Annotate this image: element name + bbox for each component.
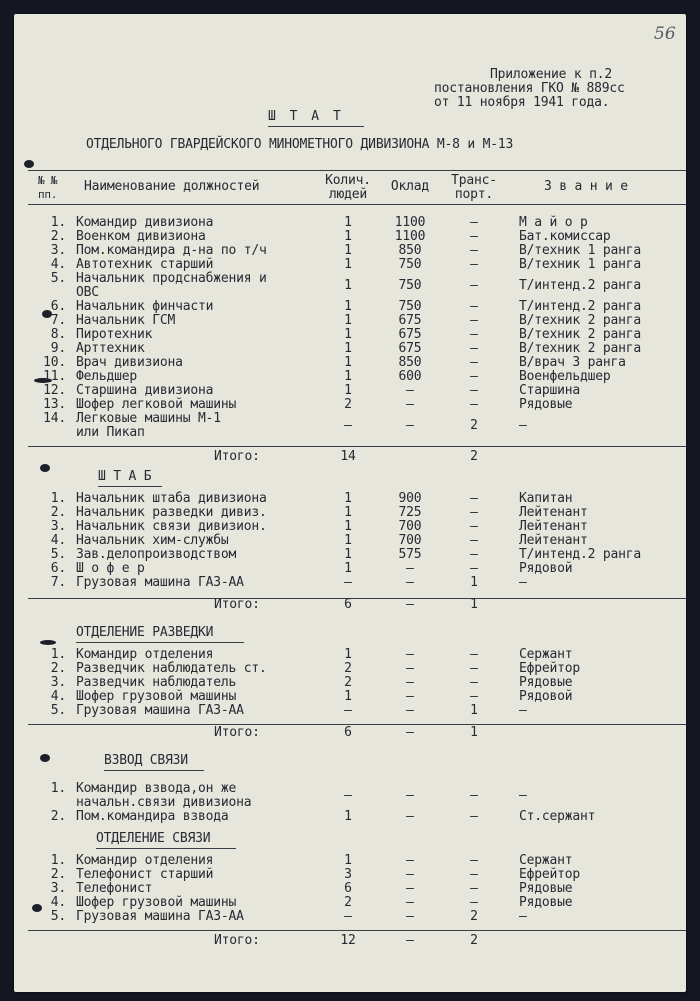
section-title: ОТДЕЛЕНИЕ РАЗВЕДКИ — [76, 625, 214, 640]
row-position-name: Старшина дивизиона — [76, 383, 214, 398]
row-number: 2. — [50, 809, 66, 824]
appendix-line-1: Приложение к п.2 — [490, 67, 613, 82]
row-salary: 850 — [398, 243, 422, 258]
row-salary: – — [406, 561, 414, 576]
row-position-name: Командир отделения — [76, 647, 214, 662]
row-position-name: Телефонист старший — [76, 867, 214, 882]
row-transport: – — [470, 867, 478, 882]
row-transport: – — [470, 243, 478, 258]
row-rank: Старшина — [519, 383, 581, 398]
punch-hole — [40, 464, 50, 472]
row-transport: – — [470, 215, 478, 230]
row-transport: – — [470, 397, 478, 412]
header-qty-line-2: людей — [328, 187, 368, 202]
header-rank: З в а н и е — [544, 179, 628, 194]
row-salary: – — [406, 895, 414, 910]
row-number: 2. — [50, 229, 66, 244]
row-rank: Рядовые — [519, 881, 573, 896]
total-transport: 2 — [470, 933, 478, 948]
page-number: 56 — [654, 24, 676, 44]
row-quantity: 1 — [344, 229, 352, 244]
row-rank: Военфельдшер — [519, 369, 611, 384]
row-transport: – — [470, 313, 478, 328]
row-salary: – — [406, 647, 414, 662]
row-number: 3. — [50, 675, 66, 690]
header-transport-line-1: Транс- — [451, 173, 497, 188]
total-quantity: 6 — [344, 597, 352, 612]
row-quantity: 1 — [344, 491, 352, 506]
row-transport: – — [470, 355, 478, 370]
row-quantity: 1 — [344, 341, 352, 356]
row-position-name: Командир отделения — [76, 853, 214, 868]
row-position-name: Пом.командира взвода — [76, 809, 229, 824]
row-rank: Рядовой — [519, 689, 573, 704]
section-rule — [28, 930, 686, 931]
row-rank: Рядовой — [519, 561, 573, 576]
row-position-name: Ш о ф е р — [76, 561, 145, 576]
row-transport: 2 — [470, 909, 478, 924]
row-position-name: Грузовая машина ГАЗ-АА — [76, 703, 244, 718]
row-transport: 1 — [470, 575, 478, 590]
row-number: 1. — [50, 215, 66, 230]
row-transport: – — [470, 647, 478, 662]
row-number: 4. — [50, 895, 66, 910]
row-rank: Рядовые — [519, 895, 573, 910]
row-rank: Ефрейтор — [519, 661, 581, 676]
row-transport: – — [470, 491, 478, 506]
row-quantity: – — [344, 909, 352, 924]
row-transport: – — [470, 299, 478, 314]
row-position-name: Военком дивизиона — [76, 229, 206, 244]
row-number: 1. — [50, 491, 66, 506]
punch-hole — [40, 640, 56, 645]
row-position-name: Шофер грузовой машины — [76, 895, 237, 910]
row-salary: 600 — [398, 369, 422, 384]
row-salary: 575 — [398, 547, 422, 562]
row-salary: 675 — [398, 327, 422, 342]
row-salary: – — [406, 881, 414, 896]
header-name: Наименование должностей — [84, 179, 260, 194]
row-salary: 725 — [398, 505, 422, 520]
row-quantity: 1 — [344, 519, 352, 534]
row-position-name: Начальник финчасти — [76, 299, 214, 314]
row-rank: – — [519, 703, 527, 718]
row-transport: – — [470, 278, 478, 293]
row-salary: 675 — [398, 341, 422, 356]
row-quantity: 1 — [344, 505, 352, 520]
row-number: 4. — [50, 533, 66, 548]
header-number-line-2: пп. — [38, 188, 58, 201]
row-quantity: – — [344, 788, 352, 803]
row-rank: Рядовые — [519, 397, 573, 412]
total-quantity: 6 — [344, 725, 352, 740]
section-title-underline — [104, 770, 204, 771]
row-position-name: Зав.делопроизводством — [76, 547, 237, 562]
appendix-line-2: постановления ГКО № 889сс — [434, 81, 625, 96]
row-salary: – — [406, 809, 414, 824]
title-underline — [268, 126, 364, 127]
row-rank: М а й о р — [519, 215, 588, 230]
row-salary: – — [406, 853, 414, 868]
row-quantity: 1 — [344, 383, 352, 398]
row-quantity: 1 — [344, 215, 352, 230]
section-rule — [28, 724, 686, 725]
document-title: Ш Т А Т — [268, 109, 344, 124]
document-subtitle: ОТДЕЛЬНОГО ГВАРДЕЙСКОГО МИНОМЕТНОГО ДИВИЗИОНА М-8 и М-13 — [86, 137, 514, 152]
row-rank: – — [519, 909, 527, 924]
row-transport: – — [470, 675, 478, 690]
header-qty-line-1: Колич. — [325, 173, 371, 188]
row-rank: В/техник 2 ранга — [519, 313, 642, 328]
row-number: 7. — [50, 575, 66, 590]
row-rank: В/техник 1 ранга — [519, 257, 642, 272]
row-salary: – — [406, 689, 414, 704]
row-salary: 1100 — [394, 215, 426, 230]
row-salary: – — [406, 675, 414, 690]
row-number: 5. — [50, 271, 66, 286]
row-number: 6. — [50, 561, 66, 576]
row-transport: – — [470, 661, 478, 676]
row-quantity: 3 — [344, 867, 352, 882]
row-salary: – — [406, 397, 414, 412]
row-rank: Рядовые — [519, 675, 573, 690]
total-salary: – — [406, 933, 414, 948]
row-rank: – — [519, 418, 527, 433]
row-quantity: 1 — [344, 299, 352, 314]
total-salary: – — [406, 597, 414, 612]
total-transport: 2 — [470, 449, 478, 464]
row-salary: 1100 — [394, 229, 426, 244]
total-label: Итого: — [214, 449, 260, 464]
row-number: 8. — [50, 327, 66, 342]
row-salary: – — [406, 703, 414, 718]
row-quantity: – — [344, 703, 352, 718]
row-salary: 900 — [398, 491, 422, 506]
row-transport: – — [470, 881, 478, 896]
row-rank: Ст.сержант — [519, 809, 596, 824]
row-quantity: 1 — [344, 547, 352, 562]
section-title: Ш Т А Б — [98, 469, 152, 484]
section-title-underline — [76, 642, 244, 643]
row-quantity: 1 — [344, 561, 352, 576]
total-label: Итого: — [214, 725, 260, 740]
row-salary: – — [406, 575, 414, 590]
row-rank: Лейтенант — [519, 533, 588, 548]
row-transport: – — [470, 533, 478, 548]
header-number-line-1: № № — [38, 174, 58, 187]
row-number: 3. — [50, 519, 66, 534]
row-position-name: Начальник разведки дивиз. — [76, 505, 267, 520]
row-rank: Лейтенант — [519, 505, 588, 520]
row-rank: Капитан — [519, 491, 573, 506]
row-number: 3. — [50, 881, 66, 896]
row-quantity: 2 — [344, 895, 352, 910]
row-quantity: 1 — [344, 257, 352, 272]
row-number: 13. — [43, 397, 66, 412]
row-salary: 700 — [398, 533, 422, 548]
row-transport: – — [470, 505, 478, 520]
row-number: 6. — [50, 299, 66, 314]
row-number: 5. — [50, 909, 66, 924]
total-transport: 1 — [470, 597, 478, 612]
row-salary: 700 — [398, 519, 422, 534]
row-position-name: Начальник связи дивизион. — [76, 519, 267, 534]
row-salary: 750 — [398, 278, 422, 293]
row-rank: В/техник 1 ранга — [519, 243, 642, 258]
row-rank: Т/интенд.2 ранга — [519, 299, 642, 314]
row-position-name: Шофер легковой машины — [76, 397, 237, 412]
row-transport: – — [470, 229, 478, 244]
row-transport: – — [470, 327, 478, 342]
row-rank: Ефрейтор — [519, 867, 581, 882]
row-position-name: Фельдшер — [76, 369, 138, 384]
row-rank: – — [519, 575, 527, 590]
row-transport: – — [470, 561, 478, 576]
section-subtitle: ОТДЕЛЕНИЕ СВЯЗИ — [96, 831, 211, 846]
row-position-name: Начальник хим-службы — [76, 533, 229, 548]
row-number: 5. — [50, 703, 66, 718]
row-position-name-cont: ОВС — [76, 285, 99, 300]
row-quantity: 1 — [344, 533, 352, 548]
row-position-name: Начальник продснабжения и — [76, 271, 267, 286]
row-position-name: Грузовая машина ГАЗ-АА — [76, 909, 244, 924]
total-salary: – — [406, 725, 414, 740]
row-quantity: 1 — [344, 327, 352, 342]
row-salary: – — [406, 661, 414, 676]
row-salary: – — [406, 418, 414, 433]
total-quantity: 12 — [340, 933, 356, 948]
row-transport: – — [470, 341, 478, 356]
row-number: 7. — [50, 313, 66, 328]
row-quantity: 2 — [344, 675, 352, 690]
row-quantity: 2 — [344, 397, 352, 412]
row-transport: 2 — [470, 418, 478, 433]
row-position-name: Разведчик наблюдатель ст. — [76, 661, 267, 676]
row-number: 3. — [50, 243, 66, 258]
row-transport: – — [470, 519, 478, 534]
row-number: 11. — [43, 369, 66, 384]
total-quantity: 14 — [340, 449, 356, 464]
row-position-name: Командир дивизиона — [76, 215, 214, 230]
row-salary: – — [406, 383, 414, 398]
row-quantity: – — [344, 575, 352, 590]
row-quantity: 1 — [344, 313, 352, 328]
appendix-line-3: от 11 ноября 1941 года. — [434, 95, 610, 110]
row-number: 10. — [43, 355, 66, 370]
total-label: Итого: — [214, 597, 260, 612]
row-position-name: Легковые машины М-1 — [76, 411, 221, 426]
row-transport: 1 — [470, 703, 478, 718]
row-position-name: Врач дивизиона — [76, 355, 183, 370]
row-transport: – — [470, 788, 478, 803]
total-label: Итого: — [214, 933, 260, 948]
row-position-name: Начальник ГСМ — [76, 313, 176, 328]
row-position-name: Шофер грузовой машины — [76, 689, 237, 704]
row-quantity: 1 — [344, 647, 352, 662]
document-page — [14, 14, 686, 992]
row-quantity: – — [344, 418, 352, 433]
header-transport-line-2: порт. — [454, 187, 494, 202]
row-position-name: Командир взвода,он же — [76, 781, 237, 796]
row-number: 2. — [50, 661, 66, 676]
row-number: 1. — [50, 647, 66, 662]
row-number: 1. — [50, 853, 66, 868]
row-position-name-cont: или Пикап — [76, 425, 145, 440]
row-position-name: Начальник штаба дивизиона — [76, 491, 267, 506]
row-number: 12. — [43, 383, 66, 398]
row-rank: Лейтенант — [519, 519, 588, 534]
row-position-name: Автотехник старший — [76, 257, 214, 272]
row-quantity: 1 — [344, 369, 352, 384]
row-salary: 750 — [398, 257, 422, 272]
row-quantity: 2 — [344, 661, 352, 676]
header-salary: Оклад — [390, 179, 430, 194]
row-position-name-cont: начальн.связи дивизиона — [76, 795, 252, 810]
row-position-name: Арттехник — [76, 341, 145, 356]
section-title-underline — [96, 848, 236, 849]
row-quantity: 1 — [344, 278, 352, 293]
row-rank: – — [519, 788, 527, 803]
table-top-rule — [28, 170, 686, 171]
row-rank: Т/интенд.2 ранга — [519, 547, 642, 562]
row-position-name: Грузовая машина ГАЗ-АА — [76, 575, 244, 590]
row-quantity: 1 — [344, 853, 352, 868]
total-transport: 1 — [470, 725, 478, 740]
row-transport: – — [470, 853, 478, 868]
row-transport: – — [470, 895, 478, 910]
row-salary: – — [406, 909, 414, 924]
row-salary: 750 — [398, 299, 422, 314]
row-position-name: Разведчик наблюдатель — [76, 675, 237, 690]
section-title: ВЗВОД СВЯЗИ — [104, 753, 188, 768]
row-number: 4. — [50, 689, 66, 704]
row-quantity: 1 — [344, 355, 352, 370]
row-quantity: 6 — [344, 881, 352, 896]
row-transport: – — [470, 369, 478, 384]
row-number: 5. — [50, 547, 66, 562]
row-transport: – — [470, 547, 478, 562]
row-position-name: Пиротехник — [76, 327, 153, 342]
row-rank: В/техник 2 ранга — [519, 341, 642, 356]
row-quantity: 1 — [344, 243, 352, 258]
row-number: 2. — [50, 505, 66, 520]
row-number: 9. — [50, 341, 66, 356]
row-transport: – — [470, 809, 478, 824]
row-rank: Бат.комиссар — [519, 229, 611, 244]
row-number: 1. — [50, 781, 66, 796]
row-salary: 675 — [398, 313, 422, 328]
row-rank: Т/интенд.2 ранга — [519, 278, 642, 293]
row-rank: Сержант — [519, 853, 573, 868]
row-salary: – — [406, 867, 414, 882]
row-salary: 850 — [398, 355, 422, 370]
row-quantity: 1 — [344, 809, 352, 824]
row-number: 4. — [50, 257, 66, 272]
row-position-name: Телефонист — [76, 881, 153, 896]
row-rank: В/врач 3 ранга — [519, 355, 626, 370]
punch-hole — [40, 754, 50, 762]
row-quantity: 1 — [344, 689, 352, 704]
section-title-underline — [98, 486, 162, 487]
row-salary: – — [406, 788, 414, 803]
row-rank: Сержант — [519, 647, 573, 662]
row-transport: – — [470, 689, 478, 704]
section-rule — [28, 446, 686, 447]
punch-hole — [24, 160, 34, 168]
row-rank: В/техник 2 ранга — [519, 327, 642, 342]
row-position-name: Пом.командира д-на по т/ч — [76, 243, 267, 258]
header-bottom-rule — [28, 204, 686, 205]
row-number: 2. — [50, 867, 66, 882]
row-number: 14. — [43, 411, 66, 426]
row-transport: – — [470, 257, 478, 272]
row-transport: – — [470, 383, 478, 398]
